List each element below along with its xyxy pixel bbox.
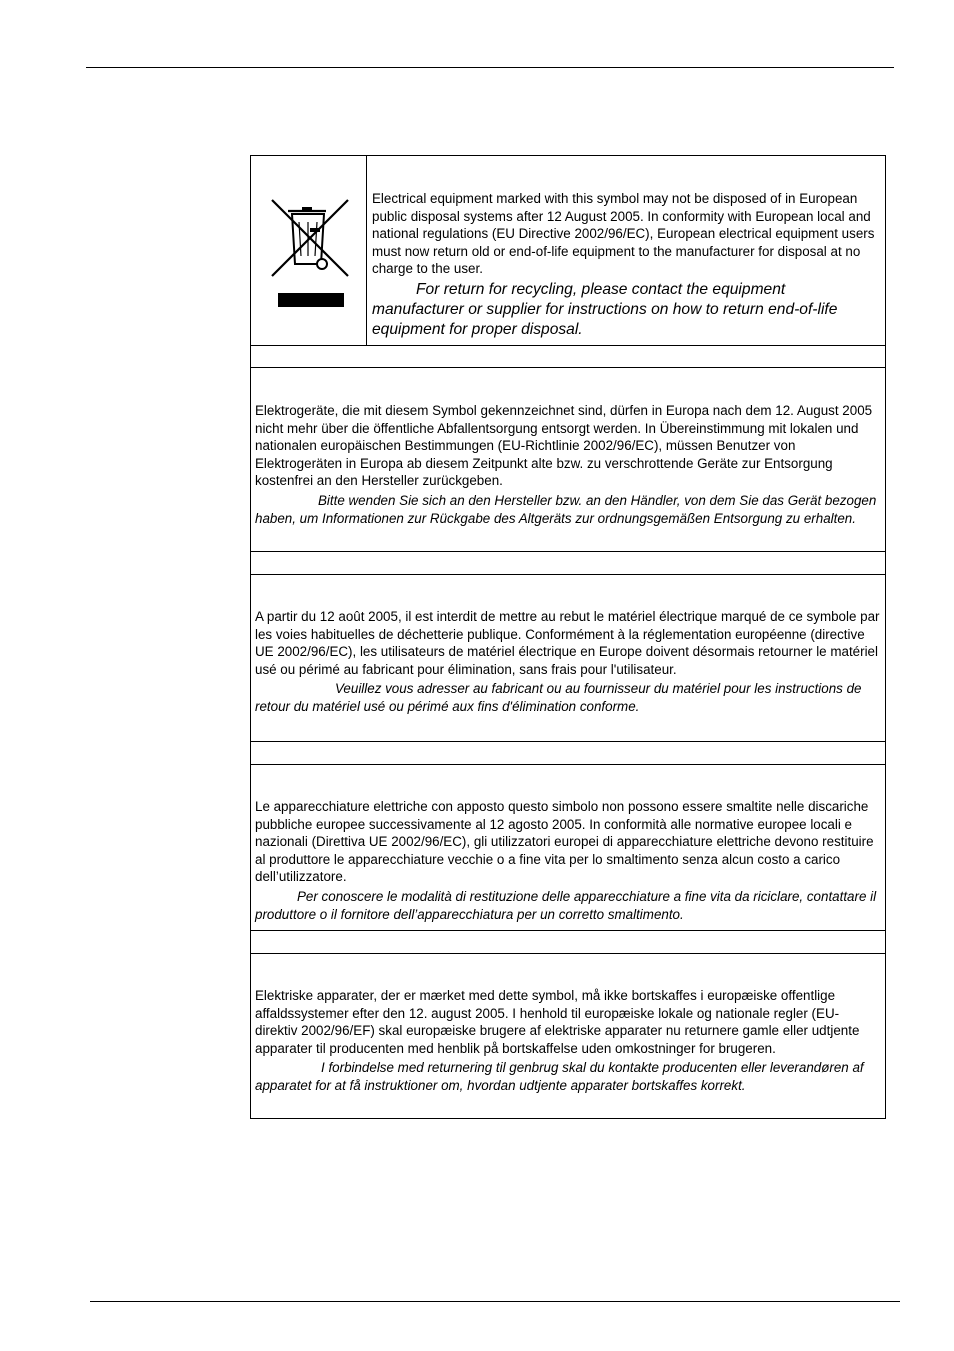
- italian-body: Le apparecchiature elettriche con apposto questo simbolo non possono essere smaltite nelle discariche pubbliche europee successivamente al 12 agosto 2005. In conformità alle normative europee locali e nazionali (Direttiva UE 2002/96/EC), gli utilizzatori europei di apparecchiature elettriche devono restituire al produttore le apparecchiature vecchie o a fine vita per lo smaltimento senza alcun costo a carico dell’utilizzatore.: [255, 799, 874, 885]
- french-body: A partir du 12 août 2005, il est interdit de mettre au rebut le matériel électrique marqué de ce symbole par les voies habituelles de déchetterie publique. Conformément à la réglementation européenne (directive UE 2002/96/EC), les utilisateurs de matériel électrique en Europe doivent désormais retourner le matériel usé ou périmé au fabricant pour élimination, sans frais pour l'utilisateur.: [255, 609, 880, 677]
- english-body: Electrical equipment marked with this symbol may not be disposed of in European public disposal systems after 12 August 2005. In conformity with European local and national regulations (EU Directive 2002/96/EC), European electrical equipment users must now return old or end-of-life equipment to the manufacturer for disposal at no charge to the user.: [372, 191, 875, 277]
- row-english: [251, 156, 885, 346]
- separator-row: [251, 551, 885, 575]
- section-danish: [255, 987, 881, 1095]
- german-note: Bitte wenden Sie sich an den Hersteller bzw. an den Händler, von dem Sie das Gerät bezogen haben, um Informationen zur Rückgabe des Altgeräts zur ordnungsgemäßen Entsorgung zu erhalten.: [255, 492, 877, 526]
- separator-row: [251, 346, 885, 368]
- english-note: For return for recycling, please contact the equipment manufacturer or supplier for instructions on how to return end-of-life equipment for proper disposal.: [372, 280, 838, 338]
- symbol-cell: [251, 156, 367, 345]
- weee-notice-table: [250, 155, 886, 1119]
- german-body: Elektrogeräte, die mit diesem Symbol gekennzeichnet sind, dürfen in Europa nach dem 12. August 2005 nicht mehr über die öffentliche Abfallentsorgung entsorgt werden. In Übereinstimmung mit lokalen und nationalen europäischen Bestimmungen (EU-Richtlinie 2002/96/EC), müssen Benutzer von Elektrogeräten in Europa ab diesem Zeitpunkt alte bzw. zu verschrottende Geräte zur Entsorgung kostenfrei an den Hersteller zurückgeben.: [255, 403, 873, 489]
- section-french: [255, 608, 881, 716]
- danish-note: I forbindelse med returnering til genbrug skal du kontakte producenten eller leverandøren af apparatet for at få instruktioner om, hvordan udtjente apparater bortskaffes korrekt.: [255, 1060, 864, 1093]
- crossed-out-wheelie-bin-icon: [266, 198, 352, 313]
- separator-row: [251, 930, 885, 954]
- separator-row: [251, 741, 885, 765]
- footer-rule: [90, 1301, 900, 1302]
- french-note: Veuillez vous adresser au fabricant ou au fournisseur du matériel pour les instructions de retour du matériel usé ou périmé aux fins d'élimination conforme.: [255, 681, 862, 714]
- section-german: [255, 402, 881, 527]
- danish-body: Elektriske apparater, der er mærket med dette symbol, må ikke bortskaffes i europæiske offentlige affaldssystemer efter den 12. august 2005. I henhold til europæiske lokale og nationale regler (EU-direktiv 2002/96/EF) skal europæiske brugere af elektriske apparater nu returnere gamle eller udtjente apparater til producenten med henblik på bortskaffelse uden omkostninger for brugeren.: [255, 988, 860, 1056]
- header-rule: [86, 67, 894, 68]
- english-text: [372, 190, 877, 339]
- section-italian: [255, 798, 881, 923]
- italian-note: Per conoscere le modalità di restituzione delle apparecchiature a fine vita da riciclare, contattare il produttore o il fornitore dell’apparecchiatura per un corretto smaltimento.: [255, 888, 877, 922]
